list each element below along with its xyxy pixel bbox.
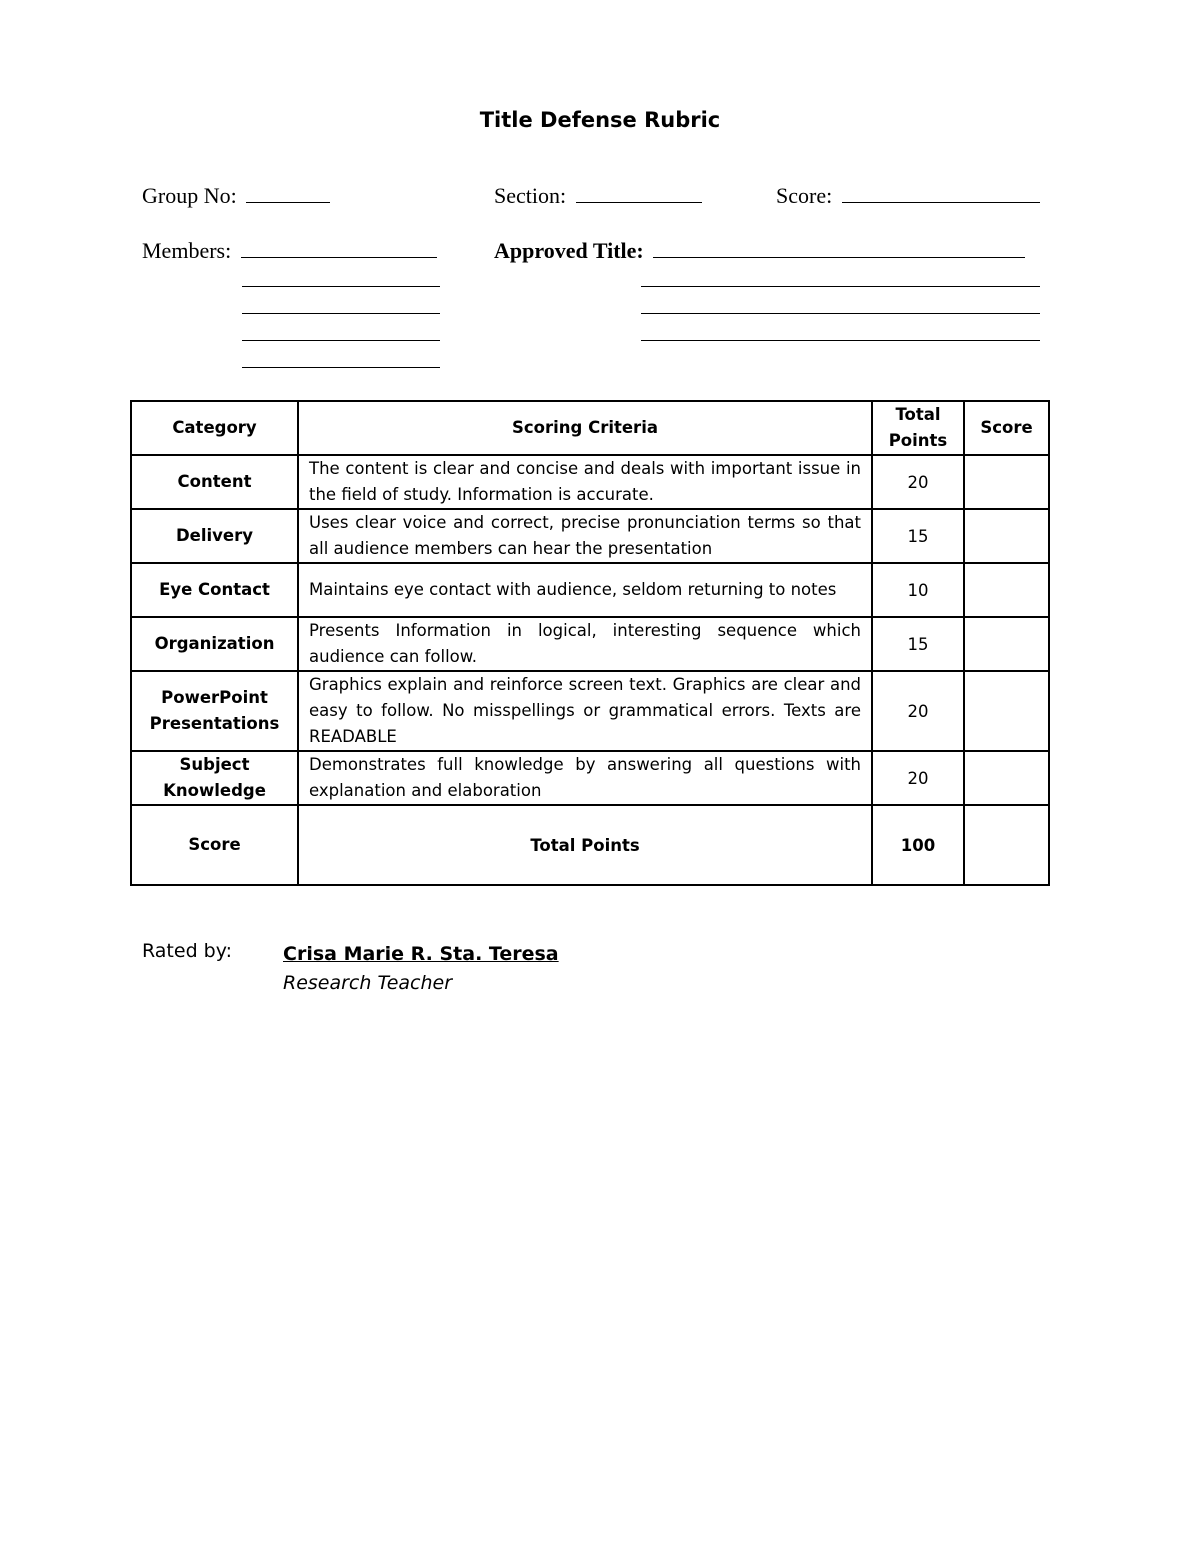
approved-title-blank-3[interactable]	[641, 313, 1040, 314]
row-score-cell[interactable]	[964, 671, 1049, 751]
table-row	[131, 751, 1049, 805]
table-row	[131, 671, 1049, 751]
score-blank[interactable]	[842, 188, 1040, 203]
section-label: Section:	[494, 183, 567, 208]
row-criteria: The content is clear and concise and deals with important issue in the field of study. Information is accurate.	[298, 455, 872, 509]
row-score-cell[interactable]	[964, 617, 1049, 671]
row-score-cell[interactable]	[964, 455, 1049, 509]
row-criteria: Uses clear voice and correct, precise pronunciation terms so that all audience members can hear the presentation	[298, 509, 872, 563]
member-blank-4[interactable]	[242, 340, 440, 341]
table-footer-row	[131, 805, 1049, 885]
approved-title-blank-4[interactable]	[641, 340, 1040, 341]
member-blank-2[interactable]	[242, 286, 440, 287]
group-no-field	[142, 183, 330, 209]
section-field	[494, 183, 702, 209]
rated-by-label: Rated by:	[142, 940, 232, 962]
header-total-points-line1: Total	[895, 405, 941, 424]
row-criteria: Maintains eye contact with audience, seldom returning to notes	[298, 563, 872, 617]
table-row	[131, 509, 1049, 563]
footer-total-value: 100	[872, 805, 964, 885]
table-row	[131, 563, 1049, 617]
members-field	[142, 238, 437, 264]
row-points: 10	[872, 563, 964, 617]
members-label: Members:	[142, 238, 232, 263]
row-category: Delivery	[131, 509, 298, 563]
row-category: PowerPoint Presentations	[131, 671, 298, 751]
row-category: Organization	[131, 617, 298, 671]
row-criteria: Demonstrates full knowledge by answering all questions with explanation and elaboration	[298, 751, 872, 805]
approved-title-label: Approved Title:	[494, 238, 644, 263]
row-points: 20	[872, 455, 964, 509]
footer-total-label: Total Points	[298, 805, 872, 885]
approved-title-blank-1[interactable]	[653, 243, 1025, 258]
rater-name: Crisa Marie R. Sta. Teresa	[283, 943, 559, 965]
row-points: 20	[872, 671, 964, 751]
table-row	[131, 455, 1049, 509]
rater-role: Research Teacher	[283, 972, 453, 994]
row-criteria: Graphics explain and reinforce screen text. Graphics are clear and easy to follow. No misspellings or grammatical errors. Texts are READABLE	[298, 671, 872, 751]
row-category: Eye Contact	[131, 563, 298, 617]
header-total-points	[872, 401, 964, 455]
header-score: Score	[964, 401, 1049, 455]
page-title: Title Defense Rubric	[479, 108, 721, 132]
row-points: 15	[872, 617, 964, 671]
row-score-cell[interactable]	[964, 563, 1049, 617]
row-score-cell[interactable]	[964, 509, 1049, 563]
header-total-points-line2: Points	[888, 431, 948, 450]
section-blank[interactable]	[576, 188, 702, 203]
member-blank-1[interactable]	[241, 243, 437, 258]
approved-title-field	[494, 238, 1025, 264]
rater-block	[283, 940, 559, 998]
row-score-cell[interactable]	[964, 751, 1049, 805]
row-criteria: Presents Information in logical, interesting sequence which audience can follow.	[298, 617, 872, 671]
table-row	[131, 617, 1049, 671]
group-no-label: Group No:	[142, 183, 237, 208]
score-label: Score:	[776, 183, 833, 208]
row-category: Content	[131, 455, 298, 509]
footer-score-label: Score	[131, 805, 298, 885]
rubric-table	[130, 400, 1050, 886]
member-blank-5[interactable]	[242, 367, 440, 368]
table-header-row	[131, 401, 1049, 455]
member-blank-3[interactable]	[242, 313, 440, 314]
score-field	[776, 183, 1040, 209]
header-criteria: Scoring Criteria	[298, 401, 872, 455]
footer-score-cell[interactable]	[964, 805, 1049, 885]
row-points: 15	[872, 509, 964, 563]
row-category: Subject Knowledge	[131, 751, 298, 805]
approved-title-blank-2[interactable]	[641, 286, 1040, 287]
row-points: 20	[872, 751, 964, 805]
header-category: Category	[131, 401, 298, 455]
group-no-blank[interactable]	[246, 188, 330, 203]
